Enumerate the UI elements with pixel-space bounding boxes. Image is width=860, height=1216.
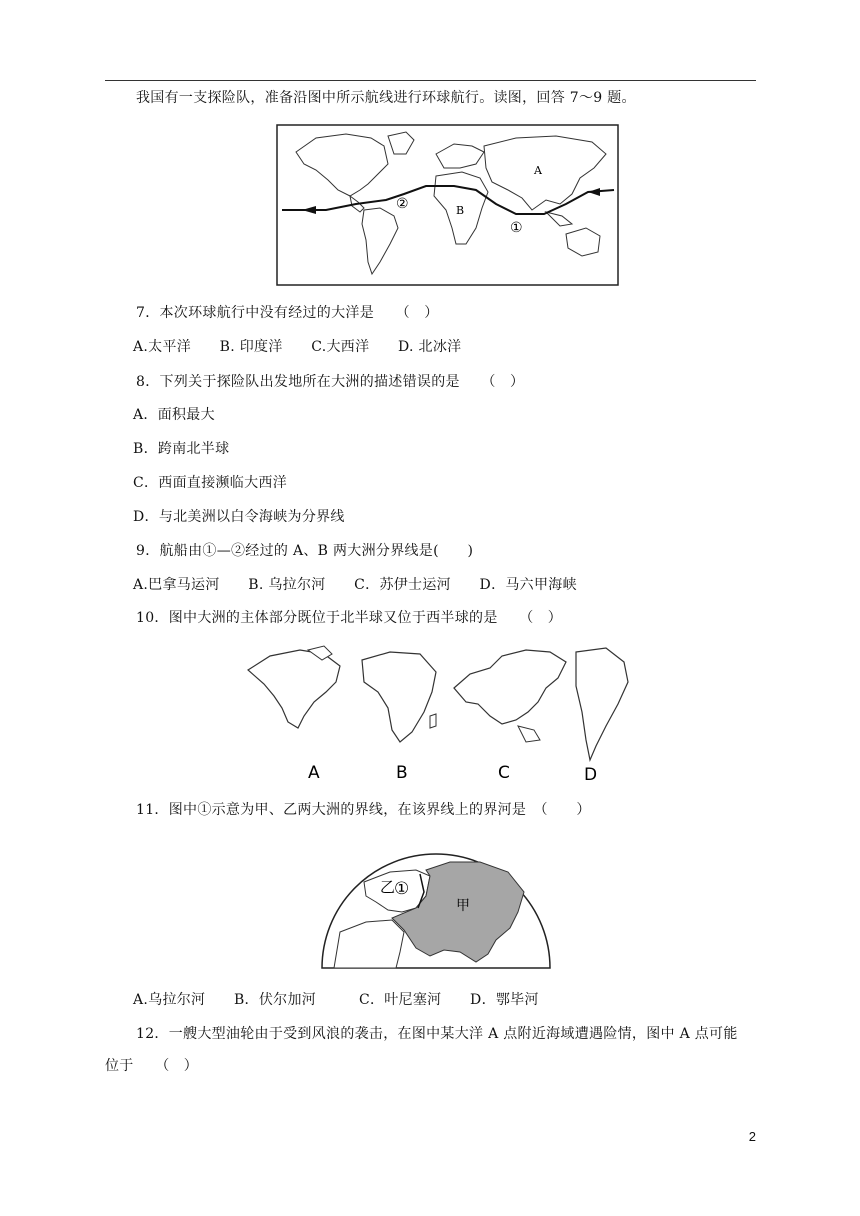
hemisphere-map	[320, 852, 552, 970]
continents-figure	[240, 642, 655, 784]
map1-label-1: ①	[510, 220, 523, 236]
map1-label-B: B	[456, 204, 465, 217]
q8-option-c: C．西面直接濒临大西洋	[133, 475, 288, 491]
q11-options: A.乌拉尔河 B．伏尔加河 C．叶尼塞河 D．鄂毕河	[133, 992, 539, 1008]
q9-stem: 9．航船由①—②经过的 A、B 两大洲分界线是( )	[136, 543, 474, 559]
intro-text: 我国有一支探险队，准备沿图中所示航线进行环球航行。读图，回答 7～9 题。	[136, 90, 636, 106]
q12-stem-line2: 位于 （ ）	[105, 1058, 199, 1074]
continent-label-d: D	[584, 765, 598, 784]
route-world-map	[276, 124, 619, 286]
map1-label-A: A	[534, 164, 542, 177]
continent-label-b: B	[396, 763, 408, 783]
q11-stem: 11．图中①示意为甲、乙两大洲的界线，在该界线上的界河是 （ ）	[136, 802, 591, 818]
q10-stem: 10．图中大洲的主体部分既位于北半球又位于西半球的是 （ ）	[136, 610, 563, 626]
page-number: 2	[748, 1129, 756, 1144]
header-rule	[105, 80, 756, 81]
label-jia: 甲	[456, 898, 470, 914]
q8-stem: 8．下列关于探险队出发地所在大洲的描述错误的是 （ ）	[136, 374, 525, 390]
q8-option-a: A．面积最大	[133, 407, 215, 423]
q12-stem-line1: 12．一艘大型油轮由于受到风浪的袭击，在图中某大洋 A 点附近海域遭遇险情，图中 A 点可能	[136, 1026, 738, 1042]
q8-option-d: D．与北美洲以白令海峡为分界线	[133, 509, 345, 525]
continent-label-c: C	[498, 763, 510, 783]
q7-stem: 7．本次环球航行中没有经过的大洋是 （ ）	[136, 305, 439, 321]
label-yi: 乙	[380, 878, 396, 896]
q9-options: A.巴拿马运河 B. 乌拉尔河 C．苏伊士运河 D．马六甲海峡	[133, 577, 577, 593]
q8-option-b: B．跨南北半球	[133, 441, 230, 457]
label-boundary-1: ①	[394, 879, 410, 899]
continent-label-a: A	[308, 763, 320, 783]
q7-options: A.太平洋 B. 印度洋 C.大西洋 D. 北冰洋	[133, 339, 462, 355]
map1-label-2: ②	[396, 196, 409, 212]
